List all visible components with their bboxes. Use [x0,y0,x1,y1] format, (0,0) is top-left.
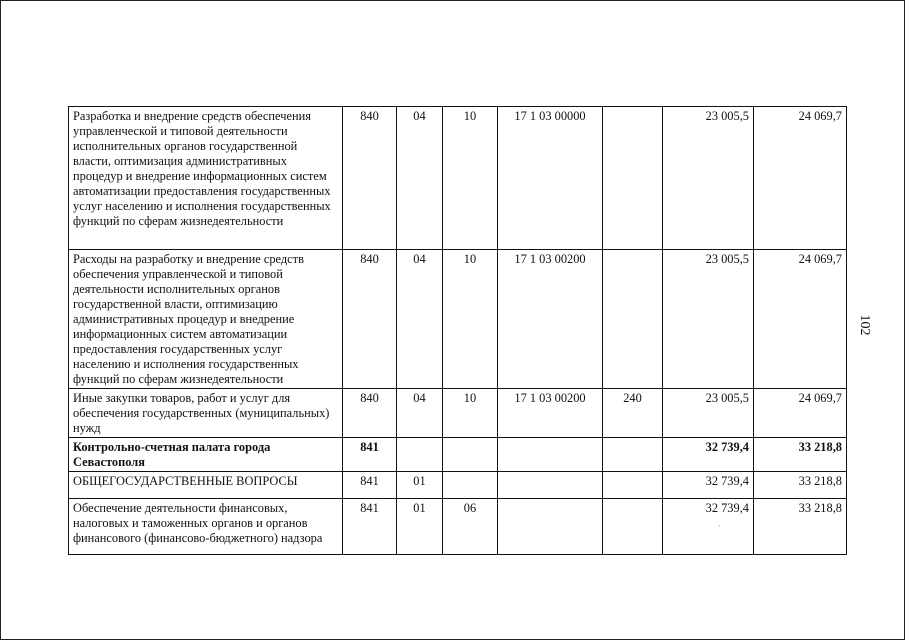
table-body [69,107,847,555]
table-row [69,389,847,438]
cell-sum-year-1: 23 005,5 [663,389,754,438]
cell-ved-code: 840 [343,250,397,389]
cell-section [397,438,443,472]
cell-ved-code: 840 [343,107,397,250]
table-row [69,107,847,250]
cell-section: 04 [397,389,443,438]
table-row [69,472,847,499]
cell-subsection [443,472,498,499]
cell-sum-year-2: 24 069,7 [754,107,847,250]
table-row [69,250,847,389]
scan-artifact-dot: · [718,522,721,531]
cell-sum-year-2: 33 218,8 [754,499,847,555]
cell-section: 04 [397,250,443,389]
cell-section: 04 [397,107,443,250]
cell-expense-type [603,107,663,250]
cell-sum-year-1: 23 005,5 [663,107,754,250]
cell-target-article [498,438,603,472]
cell-sum-year-1: 32 739,4 [663,499,754,555]
cell-name: Обеспечение деятельности финансовых, налоговых и таможенных органов и органов финансового (финансово-бюджетного) надзора [69,499,343,555]
cell-sum-year-2: 33 218,8 [754,472,847,499]
cell-target-article [498,472,603,499]
cell-ved-code: 841 [343,499,397,555]
cell-target-article: 17 1 03 00200 [498,389,603,438]
cell-ved-code: 841 [343,438,397,472]
cell-sum-year-2: 24 069,7 [754,250,847,389]
table-row [69,499,847,555]
cell-subsection: 06 [443,499,498,555]
cell-sum-year-1: 32 739,4 [663,472,754,499]
cell-name: ОБЩЕГОСУДАРСТВЕННЫЕ ВОПРОСЫ [69,472,343,499]
table-row [69,438,847,472]
cell-subsection: 10 [443,389,498,438]
cell-target-article [498,499,603,555]
cell-sum-year-2: 33 218,8 [754,438,847,472]
cell-sum-year-1: 23 005,5 [663,250,754,389]
cell-sum-year-1: 32 739,4 [663,438,754,472]
cell-name: Иные закупки товаров, работ и услуг для обеспечения государственных (муниципальных) нужд [69,389,343,438]
cell-expense-type: 240 [603,389,663,438]
cell-expense-type [603,472,663,499]
cell-subsection: 10 [443,250,498,389]
cell-section: 01 [397,499,443,555]
cell-expense-type [603,499,663,555]
cell-section: 01 [397,472,443,499]
cell-expense-type [603,438,663,472]
cell-subsection: 10 [443,107,498,250]
cell-target-article: 17 1 03 00000 [498,107,603,250]
cell-name: Разработка и внедрение средств обеспечения управленческой и типовой деятельности исполнительных органов государственной власти, оптимизация административных процедур и внедрение информационных систем автоматизации предоставления государственных услуг населению и исполнения государственных функций по сферам жизнедеятельности [69,107,343,250]
cell-expense-type [603,250,663,389]
budget-table [68,106,847,555]
cell-name: Расходы на разработку и внедрение средств обеспечения управленческой и типовой деятельности исполнительных органов государственной власти, оптимизацию административных процедур и внедрение информационных систем автоматизации предоставления государственных услуг населению и исполнения государственных функций по сферам жизнедеятельности [69,250,343,389]
cell-subsection [443,438,498,472]
cell-ved-code: 840 [343,389,397,438]
page-number: 102 [857,314,872,336]
cell-name: Контрольно-счетная палата города Севастополя [69,438,343,472]
cell-target-article: 17 1 03 00200 [498,250,603,389]
cell-ved-code: 841 [343,472,397,499]
cell-sum-year-2: 24 069,7 [754,389,847,438]
